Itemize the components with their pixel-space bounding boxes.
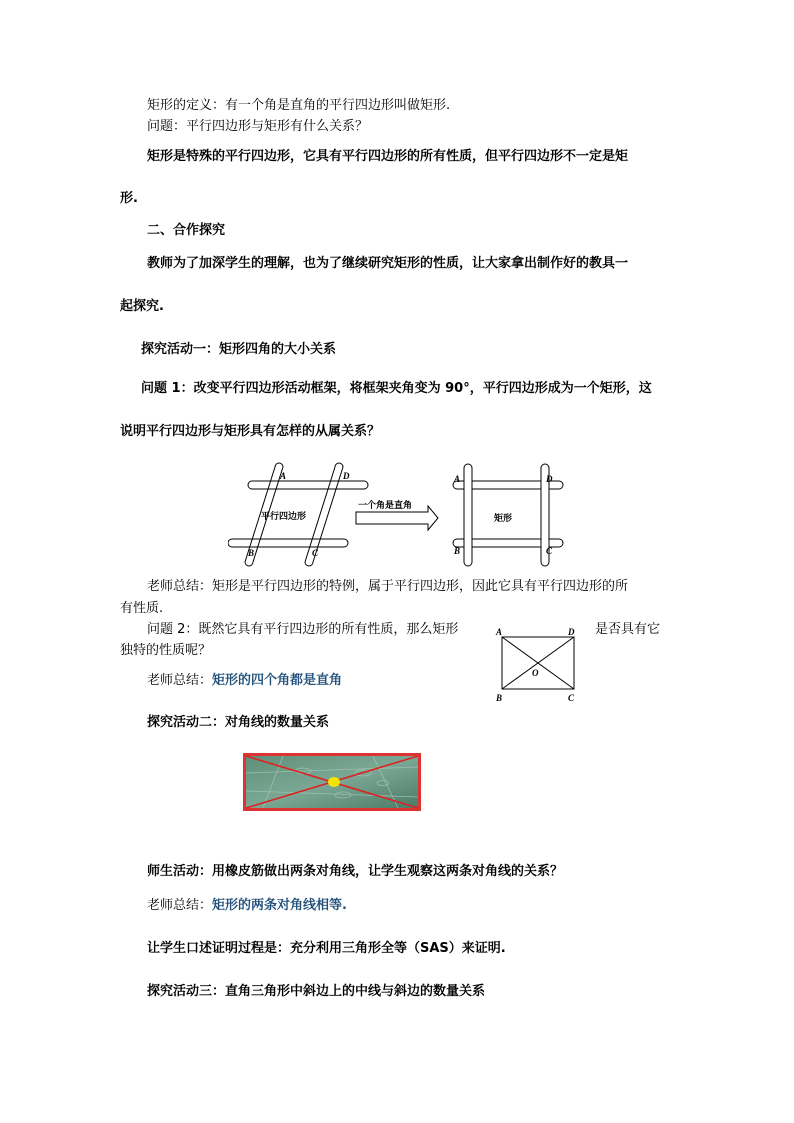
frame-bar-top xyxy=(248,481,368,489)
summary2-prefix: 老师总结： xyxy=(147,673,213,688)
proof-line: 让学生口述证明过程是：充分利用三角形全等（SAS）来证明. xyxy=(147,941,506,956)
rect-bar-left xyxy=(464,464,472,566)
label-C-1: C xyxy=(312,548,319,558)
rectangle-diagonals-figure xyxy=(492,625,587,705)
question2-part-a: 问题 2：既然它具有平行四边形的所有性质，那么矩形 xyxy=(147,622,459,637)
frame-transformation-figure xyxy=(228,462,568,572)
label-B-2: B xyxy=(454,546,461,556)
question2-part-b: 是否具有它 xyxy=(595,622,661,637)
definition-line: 矩形的定义：有一个角是直角的平行四边形叫做矩形. xyxy=(147,98,451,113)
teacher-line-1: 教师为了加深学生的理解，也为了继续研究矩形的性质，让大家拿出制作好的教具一 xyxy=(147,256,629,271)
summary2-highlight: 矩形的四个角都是直角 xyxy=(212,673,343,688)
question1-line-2: 说明平行四边形与矩形具有怎样的从属关系？ xyxy=(120,424,381,439)
label-C-2: C xyxy=(546,546,553,556)
teacher-line-2: 起探究. xyxy=(120,299,164,314)
activity2-heading: 探究活动二：对角线的数量关系 xyxy=(147,715,330,730)
relation-line-1: 矩形是特殊的平行四边形，它具有平行四边形的所有性质，但平行四边形不一定是矩 xyxy=(147,149,629,164)
teacher-student-activity: 师生活动：用橡皮筋做出两条对角线，让学生观察这两条对角线的关系？ xyxy=(147,864,564,879)
question1-line-1: 问题 1：改变平行四边形活动框架，将框架夹角变为 90°，平行四边形成为一个矩形，这 xyxy=(141,381,652,396)
summary1-line-1: 老师总结：矩形是平行四边形的特例，属于平行四边形，因此它具有平行四边形的所 xyxy=(147,579,629,594)
section-heading-2: 二、合作探究 xyxy=(147,223,226,238)
question-line: 问题：平行四边形与矩形有什么关系？ xyxy=(147,119,369,134)
relation-line-2: 形. xyxy=(120,191,138,206)
summary1-line-2: 有性质. xyxy=(120,601,164,616)
summary3-highlight: 矩形的两条对角线相等. xyxy=(212,898,347,913)
label-A: A xyxy=(496,627,503,637)
frame-bar-right xyxy=(305,463,343,566)
label-D: D xyxy=(568,627,575,637)
activity3-heading: 探究活动三：直角三角形中斜边上的中线与斜边的数量关系 xyxy=(147,984,486,999)
label-D-2: D xyxy=(546,474,553,484)
arrow-label: 一个角是直角 xyxy=(358,500,413,510)
label-D-1: D xyxy=(343,471,350,481)
summary3-line xyxy=(147,898,347,914)
rubber-band-board-photo xyxy=(243,753,421,811)
summary2-line xyxy=(147,673,342,689)
label-A-1: A xyxy=(280,471,287,481)
frame-bar-bottom xyxy=(228,539,348,547)
center-pin xyxy=(328,777,340,787)
label-C: C xyxy=(568,693,575,703)
parallelogram-label: 平行四边形 xyxy=(261,511,307,521)
label-B-1: B xyxy=(248,548,255,558)
activity1-heading: 探究活动一：矩形四角的大小关系 xyxy=(141,342,337,357)
label-B: B xyxy=(496,693,503,703)
rectangle-label: 矩形 xyxy=(494,513,513,523)
question2-part-c: 独特的性质呢？ xyxy=(120,643,212,658)
label-A-2: A xyxy=(454,474,461,484)
label-O: O xyxy=(532,668,539,678)
summary3-prefix: 老师总结： xyxy=(147,898,213,913)
